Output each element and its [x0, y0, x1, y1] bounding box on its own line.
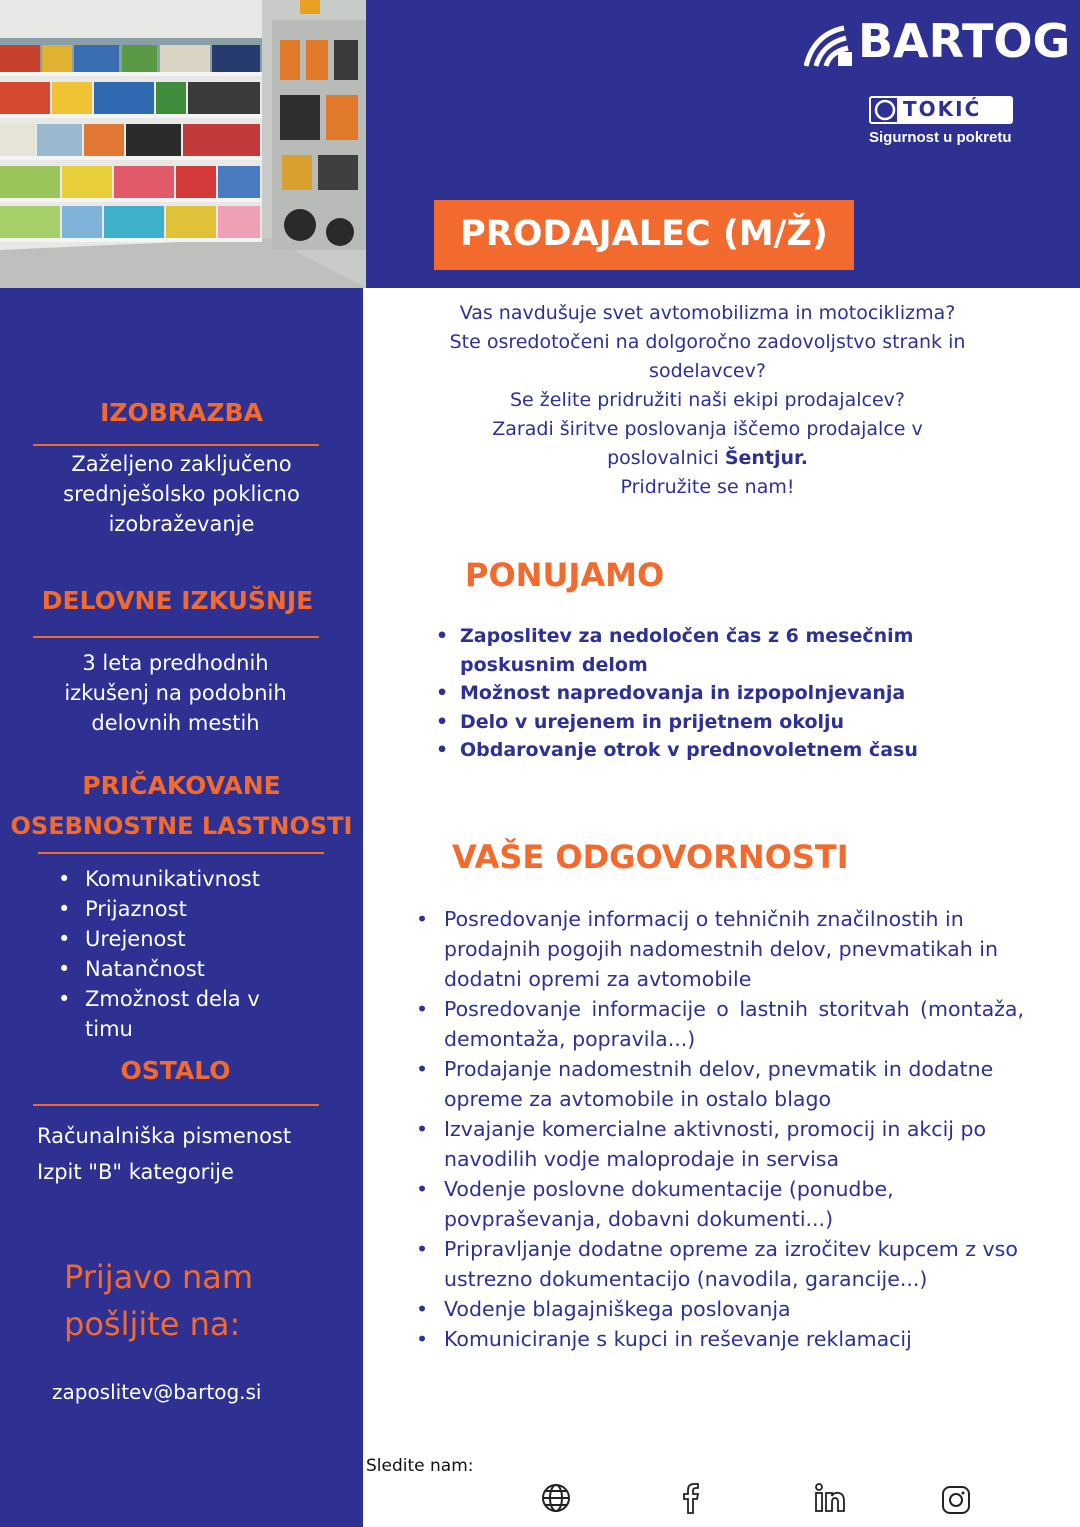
education-divider: [33, 444, 319, 446]
job-title: PRODAJALEC (M/Ž): [460, 214, 828, 254]
intro-closing: Pridružite se nam!: [620, 476, 795, 498]
list-item: Izpit "B" kategorije: [37, 1160, 234, 1184]
intro-line: Zaradi širitve poslovanja iščemo prodajalce v: [492, 418, 923, 440]
intro-location-line: [400, 444, 1015, 473]
linkedin-icon[interactable]: [814, 1482, 846, 1514]
experience-line: 3 leta predhodnih: [82, 651, 269, 675]
other-divider: [33, 1104, 319, 1106]
offer-heading: PONUJAMO: [465, 556, 665, 594]
list-item: • Zaposlitev za nedoločen čas z 6 mesečnim poskusnim delom: [436, 622, 930, 679]
list-item: • Vodenje blagajniškega poslovanja: [416, 1294, 1024, 1324]
offer-list: [436, 622, 930, 765]
traits-list: [58, 864, 305, 1044]
intro-line: sodelavcev?: [649, 360, 766, 382]
list-item: • Zmožnost dela v timu: [58, 984, 275, 1044]
header-band: [366, 0, 1080, 288]
intro-location-prefix: poslovalnici: [607, 447, 725, 469]
partner-logo-name: TOKIĆ: [903, 97, 982, 121]
traits-heading: [0, 766, 363, 846]
list-item: • Posredovanje informacij o tehničnih značilnostih in prodajnih pogojih nadomestnih delov, pnevmatikah in dodatni opremi za avtomobile: [416, 904, 1024, 994]
traits-divider: [38, 852, 324, 854]
list-item: Računalniška pismenost: [37, 1124, 292, 1148]
bartog-logo-icon: [804, 22, 856, 70]
traits-heading-line: PRIČAKOVANE: [82, 771, 281, 800]
experience-line: delovnih mestih: [91, 711, 260, 735]
apply-heading: [64, 1254, 253, 1348]
responsibilities-list: [416, 904, 1024, 1354]
intro-line: Ste osredotočeni na dolgoročno zadovoljstvo strank in: [449, 331, 966, 353]
partner-tagline: Sigurnost u pokretu: [869, 129, 1012, 146]
brand-name: BARTOG: [858, 14, 1071, 68]
job-title-banner: [434, 200, 854, 270]
store-shelves-image: [0, 0, 366, 288]
list-item: • Prodajanje nadomestnih delov, pnevmatik in dodatne opreme za avtomobile in ostalo blago: [416, 1054, 1024, 1114]
list-item: • Vodenje poslovne dokumentacije (ponudbe, povpraševanja, dobavni dokumenti...): [416, 1174, 1024, 1234]
globe-icon-svg: [540, 1482, 572, 1514]
list-item: • Obdarovanje otrok v prednovoletnem času: [436, 736, 930, 765]
linkedin-icon-svg: [814, 1482, 846, 1514]
list-item: • Delo v urejenem in prijetnem okolju: [436, 708, 930, 737]
list-item: • Komuniciranje s kupci in reševanje reklamacij: [416, 1324, 1024, 1354]
other-list: [37, 1118, 291, 1190]
follow-label: Sledite nam:: [366, 1456, 474, 1476]
intro-location: Šentjur.: [724, 447, 808, 469]
store-photo: [0, 0, 366, 288]
tokic-logo-icon: [873, 98, 897, 122]
facebook-icon[interactable]: [676, 1482, 704, 1514]
apply-email-link[interactable]: zaposlitev@bartog.si: [52, 1380, 262, 1404]
list-item: • Posredovanje informacije o lastnih storitvah (montaža, demontaža, popravila...): [416, 994, 1024, 1054]
list-item: • Urejenost: [58, 924, 305, 954]
education-text: [0, 449, 363, 539]
list-item: • Komunikativnost: [58, 864, 305, 894]
list-item: • Pripravljanje dodatne opreme za izročitev kupcem z vso ustrezno dokumentacijo (navodila, garancije...): [416, 1234, 1024, 1294]
apply-heading-line: Prijavo nam: [64, 1258, 254, 1296]
list-item: • Možnost napredovanja in izpopolnjevanja: [436, 679, 930, 708]
experience-text: [0, 648, 357, 738]
education-line: srednješolsko poklicno: [63, 482, 300, 506]
list-item: • Izvajanje komercialne aktivnosti, promocij in akcij po navodilih vodje maloprodaje in servisa: [416, 1114, 1024, 1174]
instagram-icon[interactable]: [940, 1484, 972, 1516]
experience-divider: [33, 636, 319, 638]
experience-heading: DELOVNE IZKUŠNJE: [41, 586, 314, 615]
globe-icon[interactable]: [540, 1482, 572, 1514]
education-line: Zaželjeno zaključeno: [71, 452, 292, 476]
apply-heading-line: pošljite na:: [64, 1305, 241, 1343]
facebook-icon-svg: [676, 1482, 704, 1514]
instagram-icon-svg: [940, 1484, 972, 1516]
list-item: • Natančnost: [58, 954, 305, 984]
intro-text: [400, 299, 1015, 502]
experience-line: izkušenj na podobnih: [64, 681, 287, 705]
responsibilities-heading: VAŠE ODGOVORNOSTI: [452, 838, 849, 876]
bartog-logo: [804, 14, 1071, 68]
intro-line: Vas navdušuje svet avtomobilizma in motociklizma?: [459, 302, 956, 324]
list-item: • Prijaznost: [58, 894, 305, 924]
intro-line: Se želite pridružiti naši ekipi prodajalcev?: [510, 389, 905, 411]
other-heading: OSTALO: [120, 1056, 231, 1085]
education-line: izobraževanje: [108, 512, 255, 536]
traits-heading-line: OSEBNOSTNE LASTNOSTI: [10, 812, 353, 840]
education-heading: IZOBRAZBA: [100, 398, 263, 427]
tokic-logo: [869, 96, 1019, 152]
